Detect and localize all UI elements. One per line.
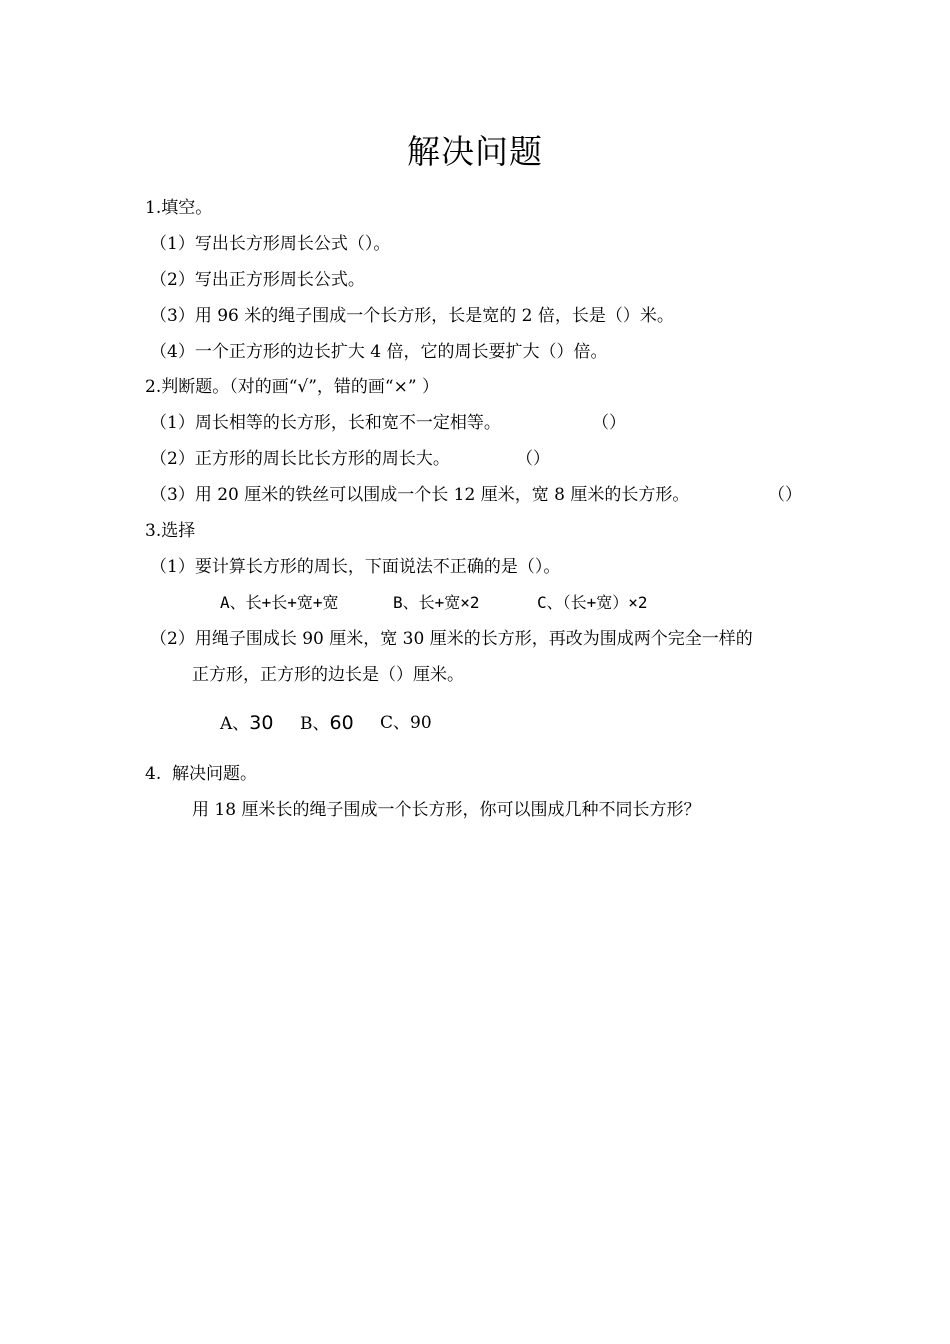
q3-item-2-line-2: 正方形，正方形的边长是（）厘米。: [192, 665, 464, 685]
q3-item-2-option-b: [300, 711, 354, 736]
option-b-value: 60: [329, 712, 354, 734]
q1-heading: 1.填空。: [145, 198, 213, 218]
q2-heading: 2.判断题。（对的画“√”，错的画“×” ）: [145, 377, 439, 397]
q4-text: 用 18 厘米长的绳子围成一个长方形，你可以围成几种不同长方形？: [192, 800, 701, 820]
q3-item-2-line-1: （2）用绳子围成长 90 厘米，宽 30 厘米的长方形，再改为围成两个完全一样的: [150, 629, 753, 649]
q3-item-2-option-a: [220, 711, 273, 736]
option-c-letter: C、: [380, 713, 411, 733]
option-a-letter: A、: [220, 714, 250, 734]
q3-item-1-option-b: B、长+宽×2: [393, 593, 480, 612]
q1-item-4: （4）一个正方形的边长扩大 4 倍，它的周长要扩大（）倍。: [150, 342, 608, 362]
q1-item-1: （1）写出长方形周长公式（）。: [150, 234, 391, 254]
q3-heading: 3.选择: [145, 521, 196, 541]
q4-heading: 4. 解决问题。: [145, 764, 258, 784]
q2-item-3: （3）用 20 厘米的铁丝可以围成一个长 12 厘米，宽 8 厘米的长方形。: [150, 485, 690, 505]
q1-item-3: （3）用 96 米的绳子围成一个长方形，长是宽的 2 倍，长是（）米。: [150, 306, 674, 326]
q1-item-2: （2）写出正方形周长公式。: [150, 270, 365, 290]
q2-item-1-blank: （）: [592, 413, 626, 433]
option-c-value: 90: [410, 713, 432, 733]
page-title: 解决问题: [407, 132, 543, 171]
q3-item-1-option-c: C、（长+宽）×2: [537, 593, 648, 612]
q2-item-2: （2）正方形的周长比长方形的周长大。: [150, 449, 450, 469]
q3-item-1-option-a: A、长+长+宽+宽: [220, 593, 339, 612]
option-a-value: 30: [249, 712, 274, 734]
q2-item-3-blank: （）: [768, 485, 802, 505]
q2-item-1: （1）周长相等的长方形，长和宽不一定相等。: [150, 413, 501, 433]
q2-item-2-blank: （）: [516, 449, 550, 469]
q3-item-2-option-c: [380, 711, 432, 735]
q3-item-1: （1）要计算长方形的周长，下面说法不正确的是（）。: [150, 557, 561, 577]
option-b-letter: B、: [300, 714, 330, 734]
